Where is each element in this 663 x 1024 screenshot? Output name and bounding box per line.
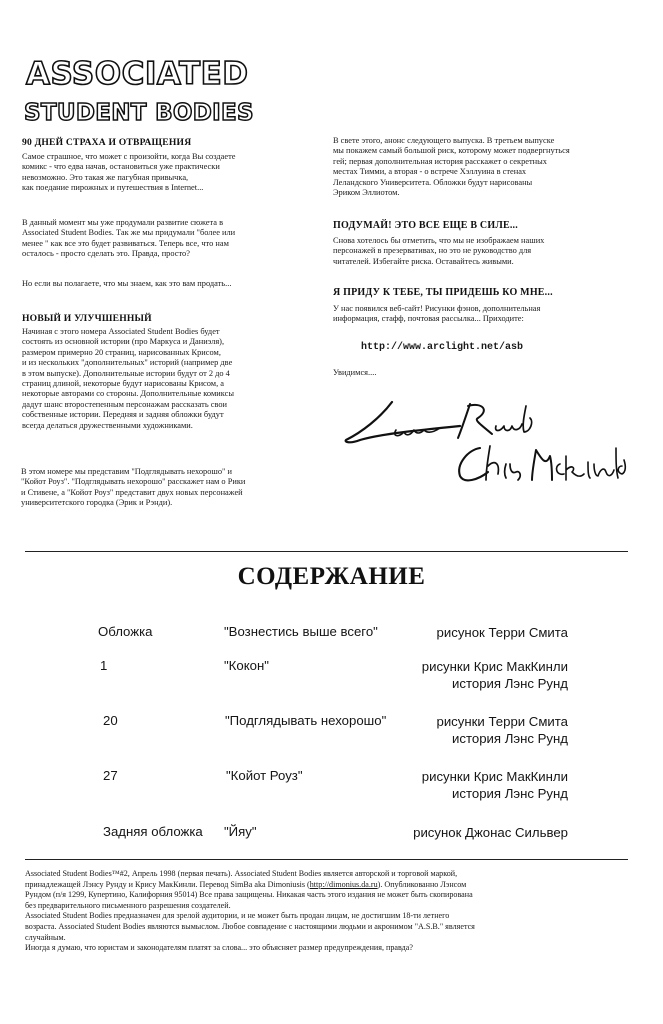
contents-row [0,768,663,808]
paragraph-condoms: Снова хотелось бы отметить, что мы не изображаем наших персонажей в презервативах, но это не руководство для читателей. Избегайте риска. Оставайтесь живыми. [333,236,545,266]
contents-row [0,713,663,753]
logo-graphic [20,50,320,130]
contents-row [0,824,663,864]
contents-credit: рисунок Терри Смита [436,625,568,640]
contents-page: Задняя обложка [103,824,203,839]
contents-page: 1 [100,658,108,673]
legal-text-end: ). Опубликованно Лэнсом Рундом (п/я 1299, Купертино, Калифорния 95014) Все права защищены. Никакая часть этого издания не может быть скопирована без предварительного письменного разрешения создателей. Associated Student Bodies предназначен для зрелой аудитории, и не может быть продан лицам, не достигшим 18-ти летнего возраста. Associated Student Bodies являются вымыслом. Любое совпадение с настоящими людьми и акронимом "A.S.B." является случайным. Иногда я думаю, что юристам и законодателям платят за слова... это объясняет размер предупреждения, правда? [25,879,475,953]
logo [20,50,320,130]
legal-footer [25,869,637,954]
contents-story: "Йяу" [224,824,257,839]
translator-link[interactable]: http://dimonius.da.ru [309,879,378,889]
logo-line1: ASSOCIATED [26,56,249,92]
paragraph-intro: Самое страшное, что может с произойти, когда Вы создаете комикс - что едва начав, остановиться уже практически невозможно. Это такая же пагубная привычка, как поедание пирожных и путешествия в Internet... [22,152,236,193]
heading-new-improved: НОВЫЙ И УЛУЧШЕННЫЙ [22,313,152,324]
contents-credit: рисунки Терри Смита история Лэнс Рунд [436,714,568,746]
divider-bottom [25,859,628,860]
contents-story: "Койот Роуз" [226,768,303,783]
paragraph-website: У нас появился веб-сайт! Рисунки фэнов, дополнительная информация, стафф, почтовая рассылка... Приходите: [333,304,541,324]
legal-text-start: Associated Student Bodies™#2, Апрель 1998 (первая печать). Associated Student Bodies является авторской и торговой маркой, принадлежащей Лэнсу Рунду и Крису МакКинли. Перевод SimBa aka Dimoniusis ( [25,869,458,889]
paragraph-sell: Но если вы полагаете, что мы знаем, как это вам продать... [22,279,232,288]
contents-page: Обложка [98,624,153,639]
paragraph-see-you: Увидимся.... [333,368,377,377]
contents-story: "Вознестись выше всего" [224,624,378,639]
contents-credit: рисунок Джонас Сильвер [413,825,568,840]
contents-page: 27 [103,768,118,783]
paragraph-format: Начиная с этого номера Associated Student Bodies будет состоять из основной истории (про Маркуса и Даниэля), размером примерно 20 страниц, нарисованных Крисом, и из нескольких "дополнительных" историй (например две в этом выпуске). Дополнительные истории будут от 2 до 4 страниц длиной, некоторые будут нарисованы Крисом, а некоторые авторами со стороны. Дополнительные комиксы дадут шанс второстепенным персонажам рассказать свои собственные истории. Передняя и задняя обложки будут всегда делаться дружественными художниками. [22,327,234,430]
contents-row [0,658,663,698]
signature-graphic [340,400,630,500]
logo-line2: STUDENT BODIES [24,100,254,126]
paragraph-plot: В данный момент мы уже продумали развитие сюжета в Associated Student Bodies. Так же мы придумали "более или менее " как все это будет развиваться. Теперь все, что нам осталось - просто сделать это. Правда, просто? [22,218,236,259]
contents-title: СОДЕРЖАНИЕ [237,563,426,590]
paragraph-next-issue: В свете этого, анонс следующего выпуска. В третьем выпуске мы покажем самый большой риск, которому может подвергнуться гей; первая дополнительная история расскажет о секретных местах Тимми, а вторая - о встрече Хэллуина в стенах Леландского Университета. Обложки будут нарисованы Эриком Эллиотом. [333,136,570,198]
contents-story: "Кокон" [224,658,269,673]
contents-credit: рисунки Крис МакКинли история Лэнс Рунд [421,769,568,801]
contents-page: 20 [103,713,118,728]
divider-top [25,551,628,552]
paragraph-this-issue: В этом номере мы представим "Подглядывать нехорошо" и "Койот Роуз". "Подглядывать нехорошо" расскажет нам о Рики и Стивене, а "Койот Роуз" представит двух новых персонажей университетского городка (Эрик и Рэнди). [21,467,246,508]
website-url[interactable]: http://www.arclight.net/asb [361,342,524,353]
heading-website: Я ПРИДУ К ТЕБЕ, ТЫ ПРИДЕШЬ КО МНЕ... [333,287,553,298]
contents-story: "Подглядывать нехорошо" [225,713,387,728]
heading-90-days: 90 ДНЕЙ СТРАХА И ОТВРАЩЕНИЯ [22,137,192,148]
heading-still-valid: ПОДУМАЙ! ЭТО ВСЕ ЕЩЕ В СИЛЕ... [333,220,518,231]
contents-credit: рисунки Крис МакКинли история Лэнс Рунд [421,659,568,691]
signatures [340,400,630,500]
